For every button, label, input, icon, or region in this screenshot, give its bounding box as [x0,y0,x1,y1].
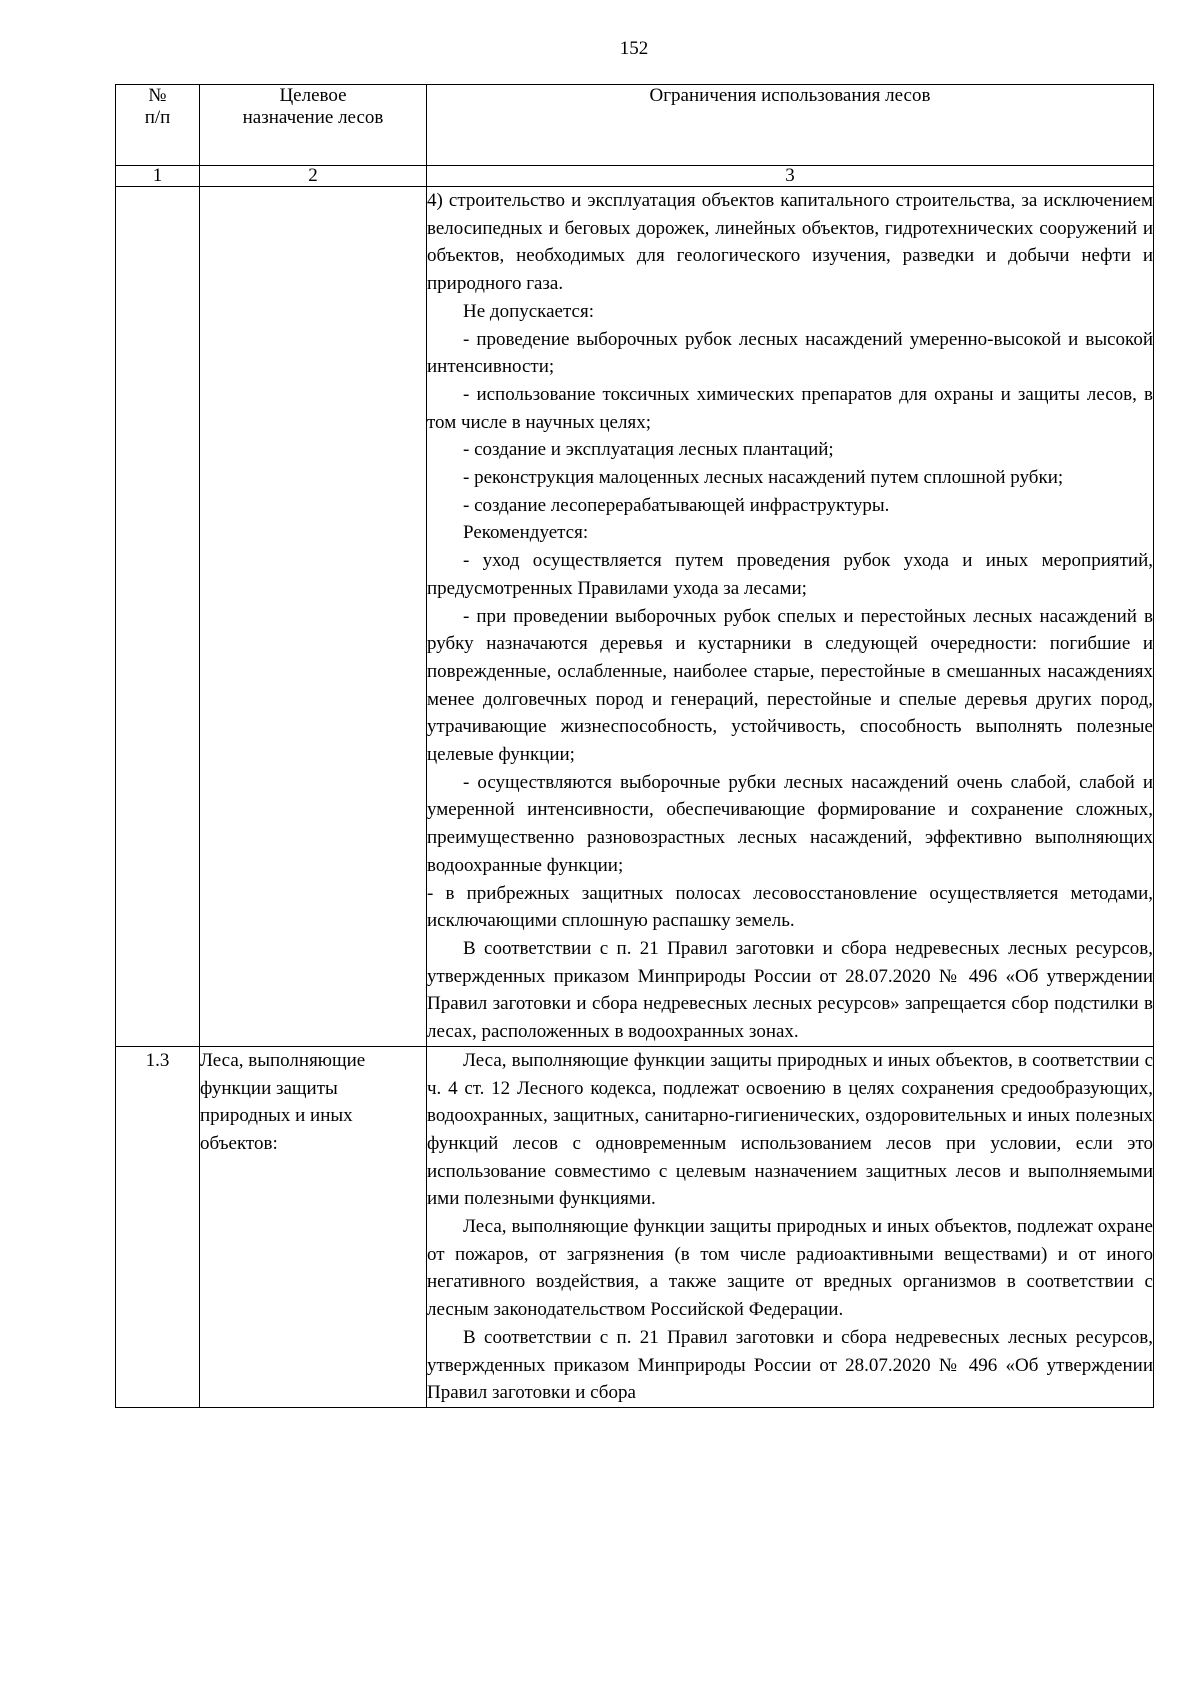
paragraph: - осуществляются выборочные рубки лесных насаждений очень слабой, слабой и умеренной интенсивности, обеспечивающие формирование и сохранение сложных, преимущественно разновозрастных лесных насаждений, эффективно выполняющих водоохранные функции; [427,771,1153,876]
paragraph: - в прибрежных защитных полосах лесовосстановление осуществляется методами, исключающими сплошную распашку земель. [427,882,1153,932]
paragraph: Рекомендуется: [463,522,589,544]
row-purpose [200,187,427,1047]
paragraph: 4) строительство и эксплуатация объектов капитального строительства, за исключением велосипедных и беговых дорожек, линейных объектов, гидротехнических сооружений и объектов, необходимых для геологического изучения, разведки и добычи нефти и природного газа. [427,190,1153,295]
paragraph: В соответствии с п. 21 Правил заготовки и сбора недревесных лесных ресурсов, утвержденных приказом Минприроды России от 28.07.2020 № 496 «Об утверждении Правил заготовки и сбора недревесных лесных ресурсов» запрещается сбор подстилки в лесах, расположенных в водоохранных зонах. [427,937,1153,1043]
paragraph: - при проведении выборочных рубок спелых и перестойных лесных насаждений в рубку назначаются деревья и кустарники в следующей очередности: погибшие и поврежденные, ослабленные, наиболее старые, перестойные в смешанных насаждениях менее долговечных пород и генераций, перестойные и спелые деревья других пород, утрачивающие жизнеспособность, устойчивость, способность выполнять полезные целевые функции; [427,605,1153,766]
table-row [116,1046,1154,1407]
paragraph: Не допускается: [463,300,594,322]
column-number-row [116,166,1154,187]
paragraph: - проведение выборочных рубок лесных насаждений умеренно-высокой и высокой интенсивности; [427,328,1153,378]
header-restrictions [427,85,1154,166]
header-number [116,85,200,166]
row-number: 1.3 [116,1046,200,1407]
paragraph: - использование токсичных химических препаратов для охраны и защиты лесов, в том числе в научных целях; [427,383,1153,433]
page-number: 152 [619,38,649,59]
header-purpose-text: Целевое назначение лесов [242,85,384,128]
paragraph: - создание и эксплуатация лесных плантаций; [463,439,834,461]
row-number [116,187,200,1047]
header-purpose [200,85,427,166]
header-number-text: № п/п [144,85,171,128]
row-purpose: Леса, выполняющие функции защиты природных и иных объектов: [200,1046,427,1407]
paragraph: - реконструкция малоценных лесных насаждений путем сплошной рубки; [463,467,1064,489]
paragraph: Леса, выполняющие функции защиты природных и иных объектов, в соответствии с ч. 4 ст. 12 Лесного кодекса, подлежат освоению в целях сохранения средообразующих, водоохранных, защитных, санитарно-гигиенических, оздоровительных и иных полезных функций лесов с одновременным использованием лесов при условии, если это использование совместимо с целевым назначением защитных лесов и выполняемыми ими полезными функциями. [427,1049,1153,1210]
table-header-row [116,85,1154,166]
paragraph: В соответствии с п. 21 Правил заготовки и сбора недревесных лесных ресурсов, утвержденных приказом Минприроды России от 28.07.2020 № 496 «Об утверждении Правил заготовки и сбора [427,1326,1153,1404]
column-number-3: 3 [427,166,1154,187]
forest-restrictions-table [115,84,1154,1408]
paragraph: - создание лесоперерабатывающей инфраструктуры. [463,494,890,516]
table-row [116,187,1154,1047]
paragraph: - уход осуществляется путем проведения рубок ухода и иных мероприятий, предусмотренных Правилами ухода за лесами; [427,550,1153,599]
row-restrictions [427,187,1154,1047]
paragraph: Леса, выполняющие функции защиты природных и иных объектов, подлежат охране от пожаров, от загрязнения (в том числе радиоактивными веществами) и от иного негативного воздействия, а также защите от вредных организмов в соответствии с лесным законодательством Российской Федерации. [427,1216,1153,1321]
column-number-2: 2 [200,166,427,187]
row-restrictions [427,1046,1154,1407]
column-number-1: 1 [116,166,200,187]
header-restrictions-text: Ограничения использования лесов [649,85,931,106]
